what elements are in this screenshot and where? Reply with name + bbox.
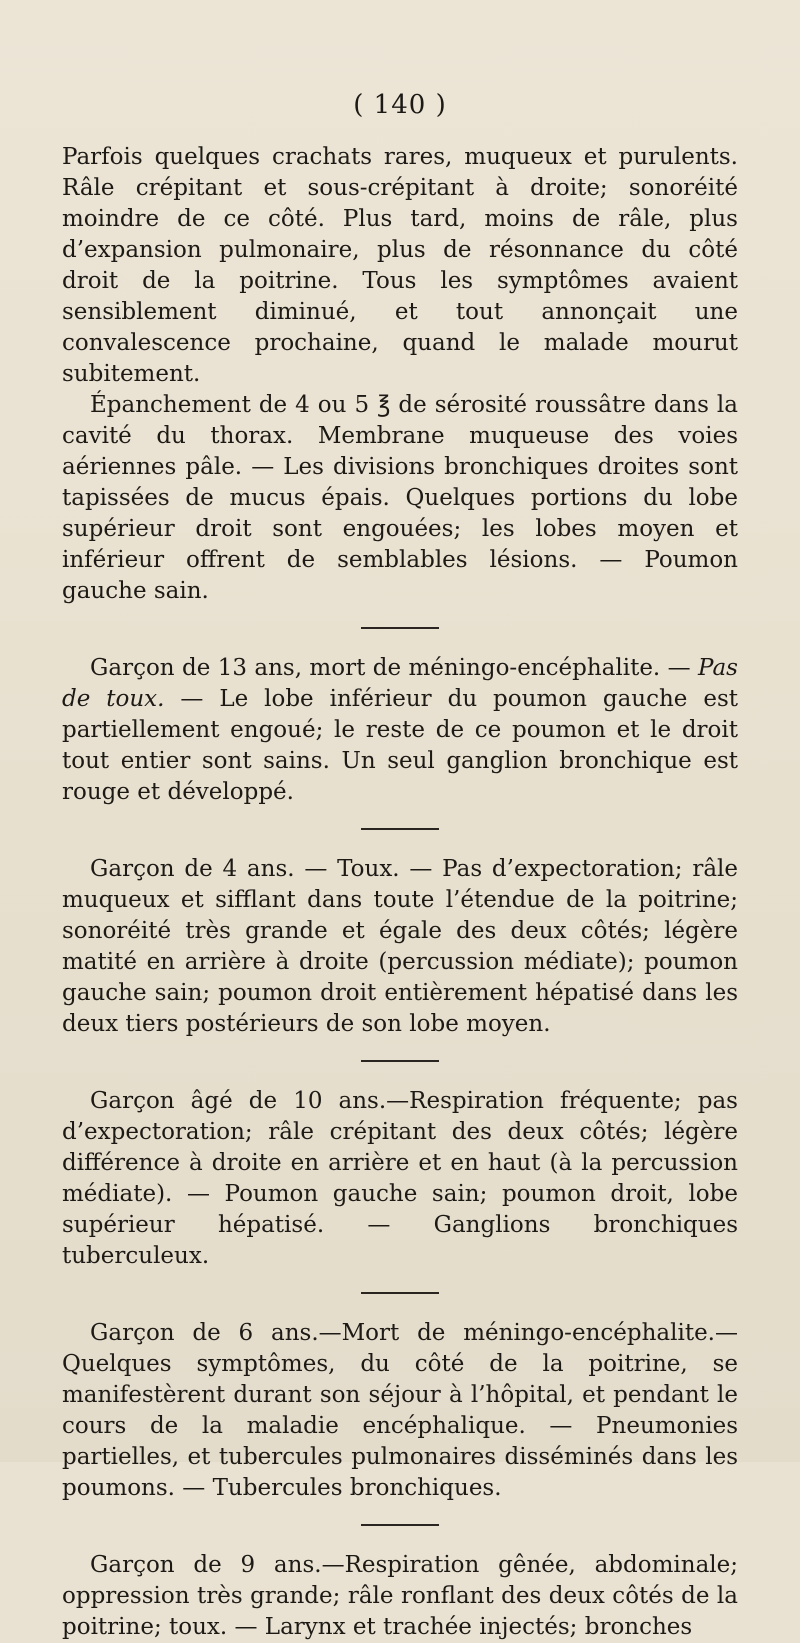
case-text-start: Garçon de 6 ans.—Mort de méningo-encéphalite.—Quelques symptômes, du côté de la poitrine, se manifestèrent durant son séjour à l’hôpital, et pendant le cours de la maladie encéphalique. — Pneumonies partielles, et tubercules pulmonaires disséminés dans les poumons. — Tubercules bronchiques.: [62, 1320, 738, 1501]
case-text-start: Garçon de 13 ans, mort de méningo-encéphalite. —: [90, 655, 699, 681]
section-divider: [361, 1524, 439, 1526]
case-text-start: Garçon âgé de 10 ans.—Respiration fréquente; pas d’expectoration; râle crépitant des deux côtés; légère différence à droite en arrière et en haut (à la percussion médiate). — Poumon gauche sain; poumon droit, lobe supérieur hépatisé. — Ganglions bronchiques tuberculeux.: [62, 1088, 738, 1269]
section-divider: [361, 1060, 439, 1062]
case-text-end: — Le lobe inférieur du poumon gauche est partiellement engoué; le reste de ce poumon et le droit tout entier sont sains. Un seul ganglion bronchique est rouge et développé.: [62, 686, 738, 805]
page-number: ( 140 ): [353, 90, 447, 120]
case-text-italic: Pas de toux.: [62, 655, 738, 712]
paragraph-autopsy: Épanchement de 4 ou 5 ℥ de sérosité roussâtre dans la cavité du thorax. Membrane muqueuse des voies aériennes pâle. — Les divisions bronchiques droites sont tapissées de mucus épais. Quelques portions du lobe supérieur droit sont engouées; les lobes moyen et inférieur offrent de semblables lésions. — Poumon gauche sain.: [62, 392, 738, 604]
section-divider: [361, 828, 439, 830]
case-paragraph: [62, 1550, 738, 1643]
case-paragraph: [62, 1318, 738, 1504]
case-paragraph: [62, 653, 738, 808]
paragraph-symptoms: Parfois quelques crachats rares, muqueux et purulents. Râle crépitant et sous-crépitant à droite; sonoréité moindre de ce côté. Plus tard, moins de râle, plus d’expansion pulmonaire, plus de résonnance du côté droit de la poitrine. Tous les symptômes avaient sensiblement diminué, et tout annonçait une convalescence prochaine, quand le malade mourut subitement.: [62, 144, 738, 387]
body-text: [62, 142, 738, 1643]
case-paragraph: [62, 854, 738, 1040]
section-divider: [361, 627, 439, 629]
case-paragraph: [62, 1086, 738, 1272]
case-text-start: Garçon de 9 ans.—Respiration gênée, abdominale; oppression très grande; râle ronflant des deux côtés de la poitrine; toux. — Larynx et trachée injectés; bronches: [62, 1552, 738, 1640]
case-text-start: Garçon de 4 ans. — Toux. — Pas d’expectoration; râle muqueux et sifflant dans toute l’étendue de la poitrine; sonoréité très grande et égale des deux côtés; légère matité en arrière à droite (percussion médiate); poumon gauche sain; poumon droit entièrement hépatisé dans les deux tiers postérieurs de son lobe moyen.: [62, 856, 738, 1037]
section-divider: [361, 1292, 439, 1294]
